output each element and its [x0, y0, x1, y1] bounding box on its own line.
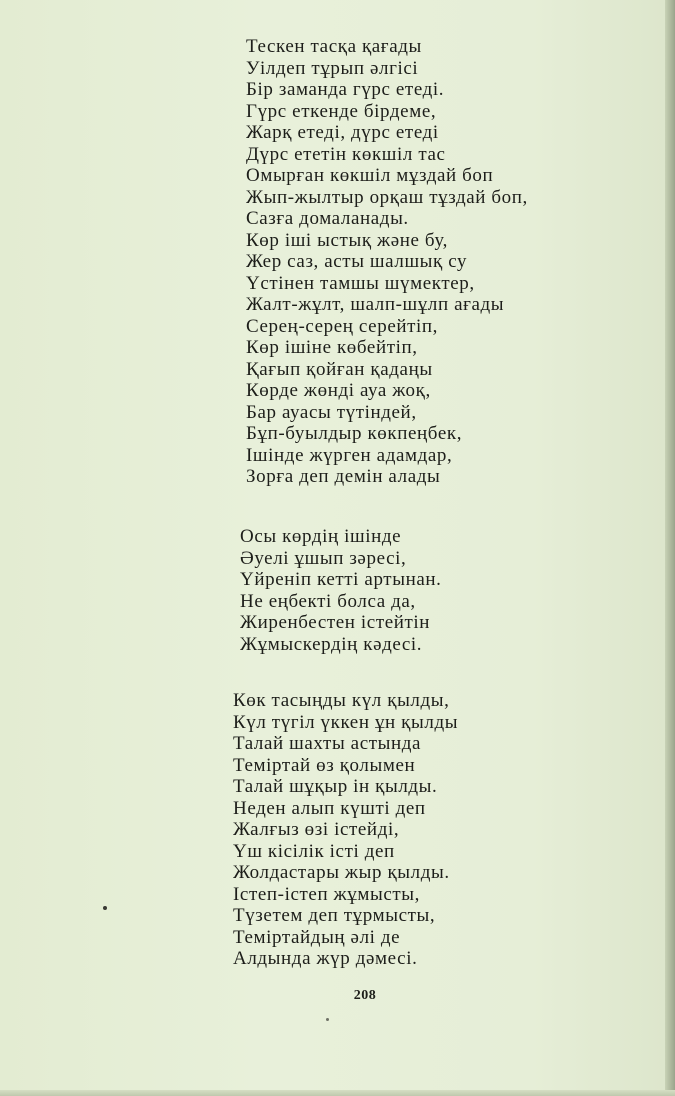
verse-line: Неден алып күшті деп — [233, 797, 426, 819]
ink-speck — [103, 906, 107, 910]
verse-line: Үстінен тамшы шүмектер, — [246, 272, 475, 294]
page-bottom-edge — [0, 1090, 675, 1096]
verse-line: Тескен тасқа қағады — [246, 36, 422, 57]
verse-line: Ішінде жүрген адамдар, — [246, 444, 453, 466]
stanza-2 — [240, 526, 441, 655]
stanza-3 — [233, 690, 458, 970]
verse-line: Үйреніп кетті артынан. — [240, 569, 442, 590]
verse-line: Бір заманда гүрс етеді. — [246, 79, 445, 100]
verse-line: Зорға деп демін алады — [246, 466, 441, 487]
verse-line: Серең-серең серейтіп, — [246, 315, 439, 337]
verse-line: Жұмыскердің кәдесі. — [240, 633, 423, 655]
verse-line: Талай шахты астында — [233, 733, 422, 754]
verse-line: Алдында жүр дәмесі. — [233, 948, 418, 969]
verse-line: Дүрс ететін көкшіл тас — [246, 143, 446, 165]
verse-line: Жалғыз өзі істейді, — [233, 819, 400, 840]
verse-line: Жолдастары жыр қылды. — [233, 862, 450, 883]
page-edge-shadow — [665, 0, 675, 1096]
verse-line: Көр ішіне көбейтіп, — [246, 337, 418, 358]
verse-line: Жалт-жұлт, шалп-шұлп ағады — [246, 294, 505, 315]
verse-line: Түзетем деп тұрмысты, — [233, 905, 436, 926]
verse-line: Гүрс еткенде бірдеме, — [246, 100, 437, 122]
verse-line: Көр іші ыстық және бу, — [246, 229, 449, 251]
verse-line: Не еңбекті болса да, — [240, 590, 416, 612]
verse-line: Жарқ етеді, дүрс етеді — [246, 122, 439, 143]
verse-line: Көрде жөнді ауа жоқ, — [246, 380, 431, 401]
verse-line: Істеп-істеп жұмысты, — [233, 883, 421, 905]
page-number: 208 — [353, 988, 377, 1003]
verse-line: Үш кісілік істі деп — [233, 840, 395, 862]
verse-line: Қағып қойған қадаңы — [246, 358, 433, 380]
verse-line: Бұп-буылдыр көкпеңбек, — [246, 423, 463, 444]
verse-line: Омырған көкшіл мұздай боп — [246, 165, 494, 186]
verse-line: Теміртайдың әлі де — [233, 926, 401, 948]
ink-speck — [326, 1018, 329, 1021]
verse-line: Жер саз, асты шалшық су — [246, 251, 468, 272]
verse-line: Жиренбестен істейтін — [240, 612, 431, 633]
verse-line: Көк тасыңды күл қылды, — [233, 690, 450, 711]
verse-line: Теміртай өз қолымен — [233, 754, 416, 776]
verse-line: Осы көрдің ішінде — [240, 526, 402, 547]
verse-line: Күл түгіл үккен ұн қылды — [233, 711, 459, 733]
stanza-1 — [246, 36, 528, 488]
verse-line: Уілдеп тұрып әлгісі — [246, 57, 419, 79]
verse-line: Бар ауасы түтіндей, — [246, 401, 417, 423]
verse-line: Әуелі ұшып зәресі, — [240, 547, 407, 569]
verse-line: Жып-жылтыр орқаш тұздай боп, — [246, 186, 528, 208]
verse-line: Сазға домаланады. — [246, 208, 409, 229]
verse-line: Талай шұқыр ін қылды. — [233, 776, 438, 797]
